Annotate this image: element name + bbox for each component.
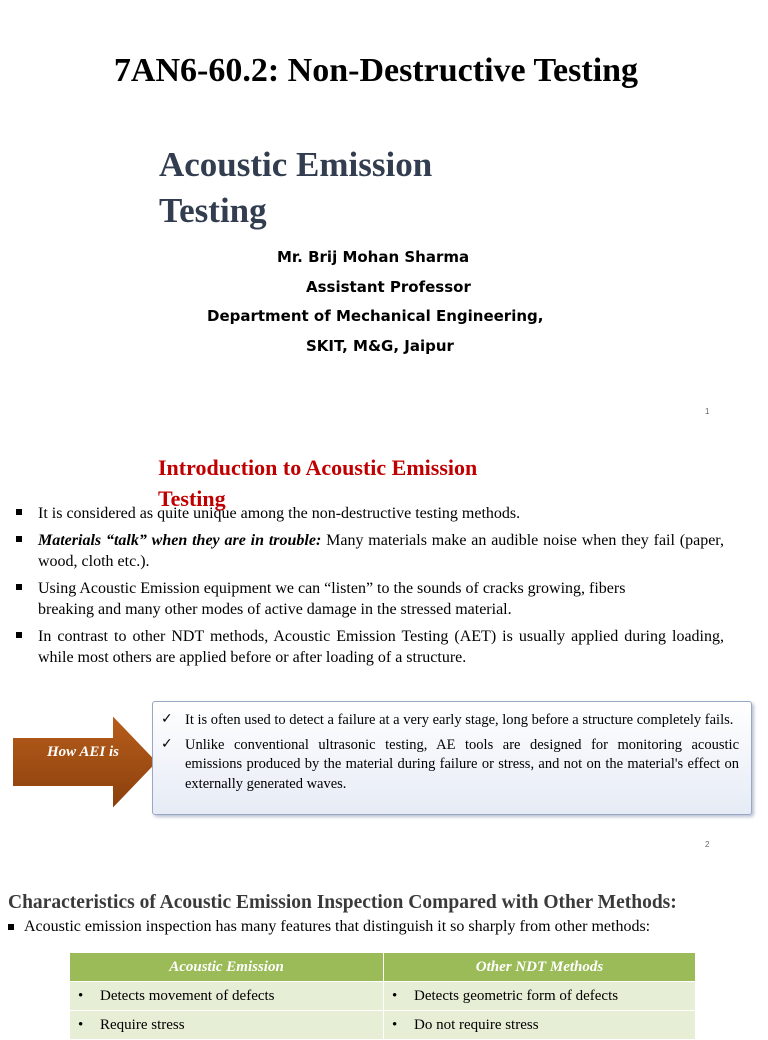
- author-department: Department of Mechanical Engineering,: [207, 307, 544, 325]
- comparison-table: [69, 952, 696, 1040]
- bullet-text-continued: breaking and many other modes of active damage in the stressed material.: [38, 601, 512, 618]
- table-cell: [384, 982, 696, 1011]
- author-designation: Assistant Professor: [306, 278, 471, 296]
- slide-title-line1: Acoustic Emission: [159, 145, 433, 184]
- bullet-text: In contrast to other NDT methods, Acoustic Emission Testing (AET) is usually applied during loading, while most others are applied before or after loading of a structure.: [38, 628, 724, 666]
- square-bullet-icon: [8, 924, 14, 930]
- slide-title: [159, 142, 519, 234]
- bullet-item: [14, 530, 724, 572]
- table-cell: [384, 1011, 696, 1040]
- author-institute: SKIT, M&G, Jaipur: [306, 337, 454, 355]
- info-box: [152, 701, 752, 815]
- bullet-item: [14, 626, 724, 668]
- page-number: 1: [705, 407, 710, 416]
- slide-title-line2: Testing: [159, 191, 267, 230]
- table-header-row: [70, 953, 696, 982]
- arrow-label: How AEI is: [47, 744, 119, 760]
- checklist-text: Unlike conventional ultrasonic testing, AE tools are designed for monitoring acoustic emissions produced by the material during failure or stress, and not on the material's effect on externally generated waves.: [185, 736, 739, 792]
- checklist-item: [153, 736, 739, 795]
- bullet-dot-icon: •: [392, 1016, 398, 1033]
- bullet-item: [14, 503, 724, 524]
- square-bullet-icon: [16, 536, 22, 542]
- square-bullet-icon: [16, 632, 22, 638]
- page-number: 2: [705, 840, 710, 849]
- bullet-text: Using Acoustic Emission equipment we can “listen” to the sounds of cracks growing, fibers: [38, 580, 626, 597]
- cell-text: Detects movement of defects: [100, 987, 275, 1004]
- table-cell: [70, 982, 384, 1011]
- course-title: 7AN6-60.2: Non-Destructive Testing: [113, 52, 639, 89]
- table-row: [70, 982, 696, 1011]
- cell-text: Do not require stress: [414, 1016, 539, 1033]
- section-title-line2: Testing: [158, 486, 226, 511]
- bullet-dot-icon: •: [392, 987, 398, 1004]
- bullet-list: [14, 503, 724, 674]
- right-arrow-icon: [10, 712, 160, 812]
- bullet-emphasis: Materials “talk” when they are in trouble:: [38, 532, 322, 549]
- bullet-text: It is considered as quite unique among the non-destructive testing methods.: [38, 505, 521, 522]
- bullet-dot-icon: •: [78, 1016, 84, 1033]
- column-header: Other NDT Methods: [384, 953, 696, 982]
- checklist-item: [153, 711, 739, 731]
- section-title-line1: Introduction to Acoustic Emission: [158, 455, 478, 480]
- checkmark-icon: ✓: [161, 735, 173, 752]
- author-name: Mr. Brij Mohan Sharma: [277, 248, 470, 266]
- square-bullet-icon: [16, 509, 22, 515]
- bullet-text: Many materials make an audible noise when they fail (paper, wood, cloth etc.).: [38, 532, 724, 570]
- checklist-text: It is often used to detect a failure at a very early stage, long before a structure completely fails.: [185, 712, 734, 728]
- section-title: Characteristics of Acoustic Emission Inspection Compared with Other Methods:: [8, 892, 677, 913]
- table-row: [70, 1011, 696, 1040]
- table-cell: [70, 1011, 384, 1040]
- intro-text: [8, 918, 650, 936]
- bullet-item: [14, 578, 724, 620]
- checkmark-icon: ✓: [161, 711, 173, 727]
- column-header: Acoustic Emission: [70, 953, 384, 982]
- intro-text-content: Acoustic emission inspection has many features that distinguish it so sharply from other methods:: [24, 918, 651, 935]
- bullet-dot-icon: •: [78, 987, 84, 1004]
- square-bullet-icon: [16, 584, 22, 590]
- cell-text: Detects geometric form of defects: [414, 987, 619, 1004]
- cell-text: Require stress: [100, 1016, 185, 1033]
